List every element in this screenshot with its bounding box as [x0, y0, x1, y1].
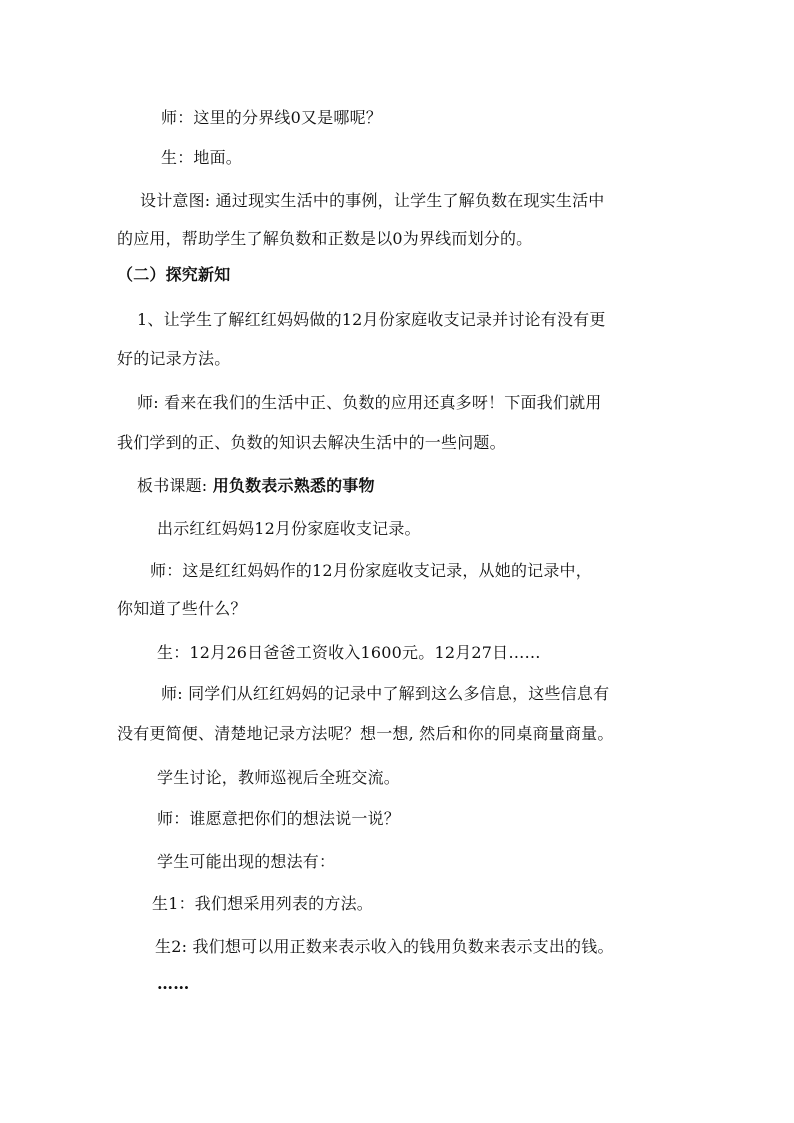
student-record-answer: 生：12月26日爸爸工资收入1600元。12月27日……: [157, 643, 541, 662]
teacher-statement-line-1: 师: 看来在我们的生活中正、负数的应用还真多呀！下面我们就用: [137, 393, 602, 412]
design-intent-line-2: 的应用，帮助学生了解负数和正数是以0为界线而划分的。: [117, 229, 533, 248]
teacher-statement-line-2: 我们学到的正、负数的知识去解决生活中的一些问题。: [117, 433, 506, 452]
show-record-line: 出示红红妈妈12月份家庭收支记录。: [157, 519, 421, 538]
item-1-line-2: 好的记录方法。: [117, 349, 231, 368]
teacher-simplify-line-2: 没有更简便、清楚地记录方法呢？想一想, 然后和你的同桌商量商量。: [117, 724, 614, 743]
teacher-invite: 师：谁愿意把你们的想法说一说？: [157, 809, 401, 828]
student-2-idea: 生2: 我们想可以用正数来表示收入的钱用负数来表示支出的钱。: [155, 937, 614, 956]
section-heading-explore: （二）探究新知: [117, 265, 231, 284]
student-discussion: 学生讨论，教师巡视后全班交流。: [157, 768, 401, 787]
item-1-line-1: 1、让学生了解红红妈妈做的12月份家庭收支记录并讨论有没有更: [137, 310, 606, 329]
teacher-record-question-line-1: 师：这是红红妈妈作的12月份家庭收支记录，从她的记录中，: [150, 561, 592, 580]
possible-ideas-intro: 学生可能出现的想法有：: [157, 852, 336, 871]
student-1-idea: 生1：我们想采用列表的方法。: [152, 894, 373, 913]
board-title-label: 板书课题:: [137, 476, 213, 495]
board-title-line: [137, 476, 375, 496]
board-title-topic: 用负数表示熟悉的事物: [212, 476, 375, 495]
student-answer-ground: 生：地面。: [161, 148, 243, 167]
teacher-simplify-line-1: 师: 同学们从红红妈妈的记录中了解到这么多信息，这些信息有: [161, 684, 610, 703]
ellipsis: ……: [157, 974, 190, 993]
teacher-record-question-line-2: 你知道了些什么？: [117, 599, 247, 618]
design-intent-line-1: 设计意图: 通过现实生活中的事例，让学生了解负数在现实生活中: [140, 191, 605, 210]
teacher-question-boundary: 师：这里的分界线0又是哪呢？: [161, 108, 382, 127]
